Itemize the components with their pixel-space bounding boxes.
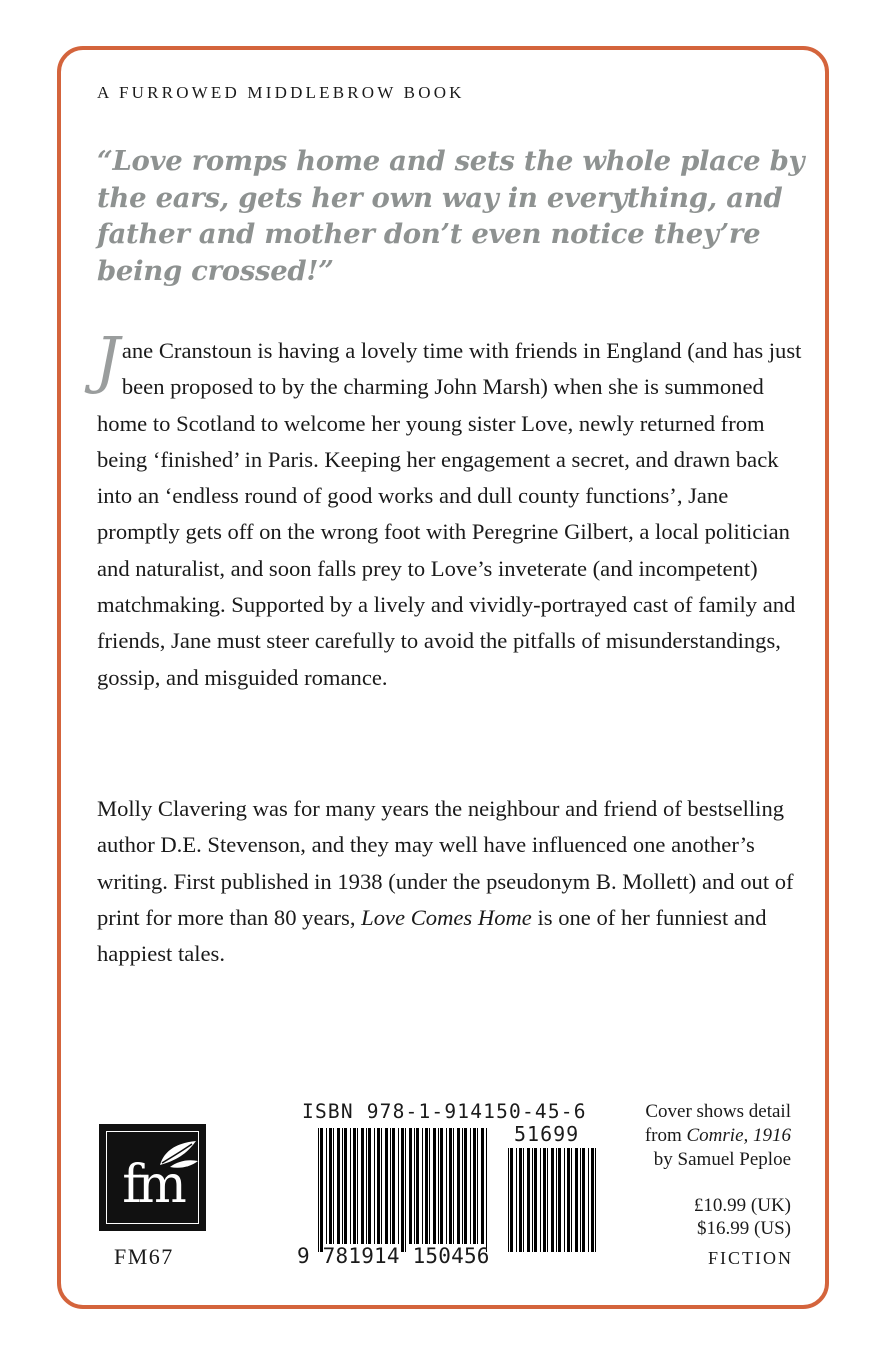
author-text-end: is one of her funniest and happiest tales. (97, 904, 767, 967)
painting-title: Comrie, 1916 (686, 1125, 791, 1146)
prices (694, 1194, 791, 1240)
author-paragraph (97, 791, 809, 972)
credit-line-1: Cover shows detail (645, 1101, 791, 1122)
credit-line-2 (591, 1124, 791, 1148)
barcode-bar (464, 1128, 467, 1244)
barcode-bar (523, 1148, 524, 1252)
barcode-bar (571, 1148, 572, 1252)
barcode-bar (385, 1128, 388, 1244)
synopsis-text: ane Cranstoun is having a lovely time with friends in England (and has just been proposed to by the charming John Marsh) when she is summoned home to Scotland to welcome her young sister Love, newly returned from being ‘finished’ in Paris. Keeping her engagement a secret, and drawn back into an ‘endless round of good works and dull county functions’, Jane promptly gets off on the wrong foot with Peregrine Gilbert, a local politician and naturalist, and soon falls prey to Love’s inveterate (and incompetent) matchmaking. Supported by a lively and vividly-portrayed cast of family and friends, Jane must steer carefully to avoid the pitfalls of misunderstandings, gossip, and misguided romance. (97, 338, 802, 690)
barcode-bar (556, 1148, 557, 1252)
price-addon-digits: 51699 (514, 1122, 580, 1146)
series-line: A FURROWED MIDDLEBROW BOOK (97, 83, 465, 102)
barcode-bar (453, 1128, 454, 1244)
barcode-bar (350, 1128, 351, 1244)
barcode-bar (551, 1148, 554, 1252)
barcode-bar (543, 1148, 546, 1252)
barcode-bar (392, 1128, 395, 1244)
barcode-bar (510, 1148, 513, 1252)
barcode-bar (405, 1128, 406, 1252)
isbn-label: ISBN 978-1-914150-45-6 (302, 1100, 587, 1123)
barcode-bar (361, 1128, 364, 1244)
barcode-bar (366, 1128, 367, 1244)
barcode-bar (390, 1128, 391, 1244)
credit-from: from (644, 1125, 687, 1146)
barcode-bar (440, 1128, 443, 1244)
barcode-bar (333, 1128, 334, 1244)
drop-cap: J (95, 323, 120, 396)
barcode-bar (353, 1128, 356, 1244)
price-uk: £10.99 (UK) (693, 1195, 791, 1216)
barcode-bar (547, 1148, 548, 1252)
barcode-bar (416, 1128, 419, 1244)
ean-digits: 9 781914 150456 (297, 1244, 490, 1268)
barcode-bar (433, 1128, 436, 1244)
cover-credit (591, 1100, 791, 1172)
barcode-bar (580, 1148, 581, 1252)
barcode-bar (532, 1148, 533, 1252)
barcode-bar (558, 1148, 561, 1252)
barcode-bar (575, 1148, 578, 1252)
book-title: Love Comes Home (361, 904, 532, 930)
barcode-bar (516, 1148, 517, 1252)
barcode-bar (567, 1148, 570, 1252)
barcode-bar (508, 1148, 509, 1252)
barcode-bar (470, 1128, 471, 1244)
barcode-bar (381, 1128, 382, 1244)
pull-quote: “Love romps home and sets the whole place by the ears, gets her own way in everything, and father and mother don’t even notice they’re being crossed!” (97, 145, 805, 287)
barcode-bar (409, 1128, 412, 1244)
barcode-bar (477, 1128, 478, 1244)
barcode-bar (342, 1128, 343, 1244)
barcode-bar (582, 1148, 585, 1252)
barcode-bar (534, 1148, 537, 1252)
barcode-bar (462, 1128, 463, 1244)
barcode-bar (527, 1148, 530, 1252)
barcode-bar (374, 1128, 375, 1244)
barcode-bar (368, 1128, 371, 1244)
barcode-bar (429, 1128, 430, 1244)
barcode-bar (414, 1128, 415, 1244)
logo-letters: fm (122, 1155, 183, 1215)
barcode-bar (486, 1128, 487, 1252)
barcode-bar (337, 1128, 340, 1244)
barcode-bar (457, 1128, 460, 1244)
barcode-bar (401, 1128, 404, 1252)
barcode-bar (449, 1128, 452, 1244)
barcode-bar (422, 1128, 423, 1244)
barcode-bar (438, 1128, 439, 1244)
barcode-bar (564, 1148, 565, 1252)
barcode-bar (481, 1128, 484, 1244)
synopsis-paragraph (95, 323, 809, 696)
barcode-bar (473, 1128, 476, 1244)
barcode-bar (377, 1128, 380, 1244)
barcode-bar (329, 1128, 332, 1244)
barcode-bar (398, 1128, 399, 1244)
credit-line-3: by Samuel Peploe (653, 1149, 791, 1170)
publisher-logo (99, 1124, 206, 1231)
barcode-bar (357, 1128, 358, 1244)
barcode-bar (519, 1148, 522, 1252)
barcode-bar (425, 1128, 428, 1244)
barcode-bar (318, 1128, 319, 1252)
price-us: $16.99 (US) (697, 1218, 791, 1239)
barcode-bar (326, 1128, 327, 1244)
barcode-bar (320, 1128, 323, 1252)
barcode-bar (446, 1128, 447, 1244)
barcode-bar (540, 1148, 541, 1252)
author-text-start: Molly Clavering was for many years the neighbour and friend of bestselling author D.E. Stevenson, and they may well have influenced one another’s writing. First published in 1938 (under the pseudonym B. Mollett) and out of print for more than 80 years, (97, 796, 794, 930)
barcode-bar (344, 1128, 347, 1244)
series-number: FM67 (114, 1244, 174, 1269)
barcode-bar (588, 1148, 589, 1252)
genre-label: FICTION (708, 1248, 793, 1268)
